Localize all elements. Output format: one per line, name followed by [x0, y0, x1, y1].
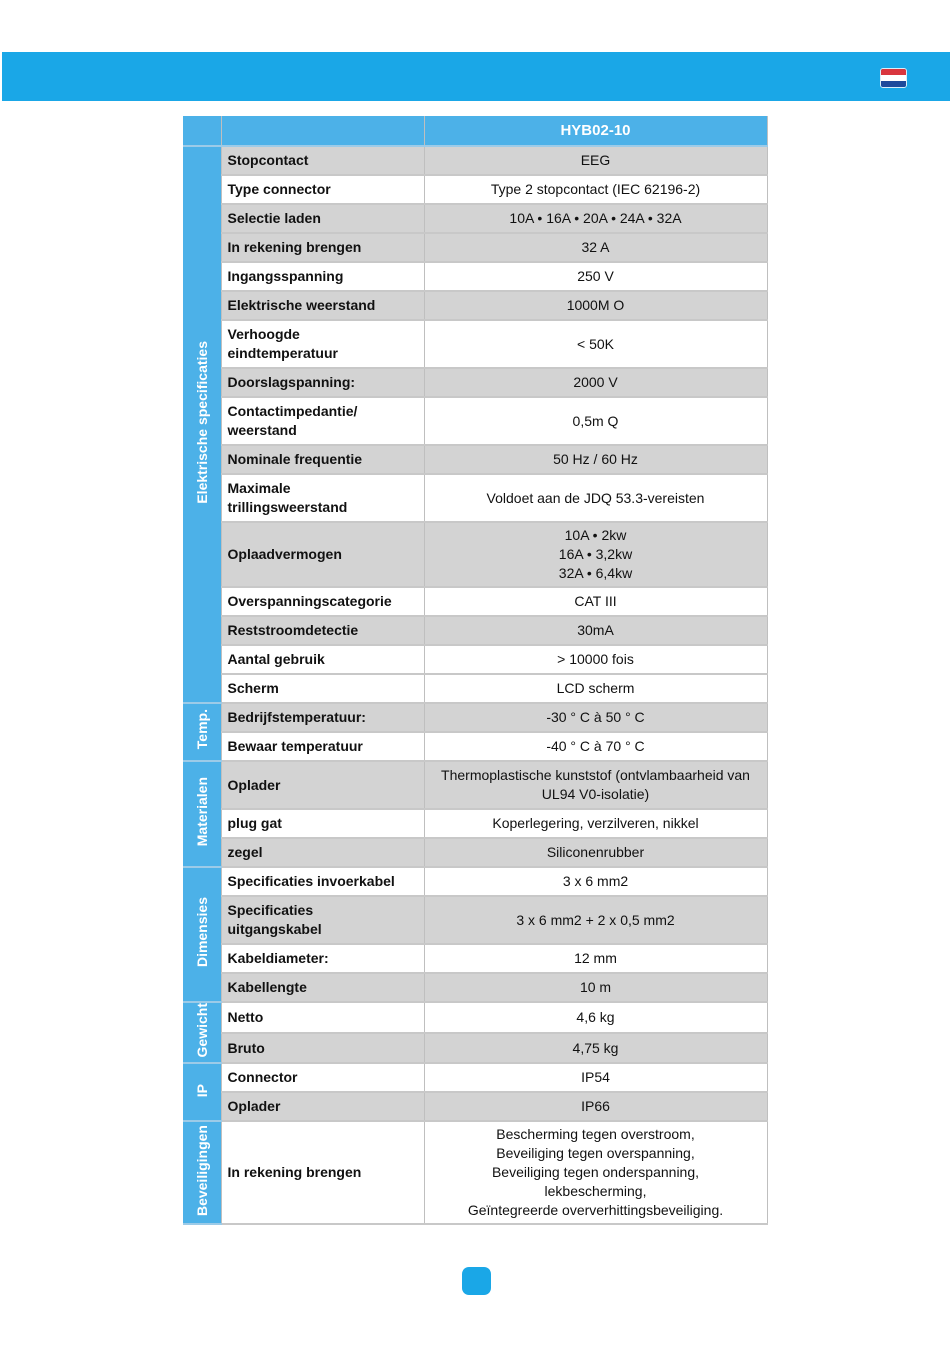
row-value: IP54 [424, 1063, 767, 1092]
row-label: Oplaadvermogen [221, 522, 424, 587]
row-value: 10 m [424, 973, 767, 1002]
row-value: -30 ° C à 50 ° C [424, 703, 767, 732]
row-value: 10A • 16A • 20A • 24A • 32A [424, 204, 767, 233]
row-label: Nominale frequentie [221, 445, 424, 474]
table-row [183, 809, 767, 838]
row-label: In rekening brengen [221, 1121, 424, 1224]
row-value: 4,75 kg [424, 1033, 767, 1064]
row-value: 3 x 6 mm2 [424, 867, 767, 896]
row-label: Ingangsspanning [221, 262, 424, 291]
row-label: Maximale trillingsweerstand [221, 474, 424, 522]
header-corner-cell [183, 116, 221, 146]
row-label: Elektrische weerstand [221, 291, 424, 320]
section-label-protections: Beveiligingen [183, 1121, 221, 1224]
row-value: 10A • 2kw 16A • 3,2kw 32A • 6,4kw [424, 522, 767, 587]
header-bar [2, 52, 950, 101]
table-row [183, 262, 767, 291]
row-label: Oplader [221, 1092, 424, 1121]
row-label: Oplader [221, 761, 424, 809]
row-label: Contactimpedantie/ weerstand [221, 397, 424, 445]
row-value: LCD scherm [424, 674, 767, 703]
table-row [183, 291, 767, 320]
row-label: Specificaties invoerkabel [221, 867, 424, 896]
header-label-cell [221, 116, 424, 146]
table-row [183, 645, 767, 674]
table-row [183, 397, 767, 445]
row-label: In rekening brengen [221, 233, 424, 262]
table-row [183, 1033, 767, 1064]
table-row [183, 587, 767, 616]
row-value: 30mA [424, 616, 767, 645]
netherlands-flag-icon [880, 68, 907, 88]
table-row [183, 944, 767, 973]
row-value: Type 2 stopcontact (IEC 62196-2) [424, 175, 767, 204]
model-name: HYB02-10 [424, 116, 767, 146]
table-row [183, 761, 767, 809]
row-value: 3 x 6 mm2 + 2 x 0,5 mm2 [424, 896, 767, 944]
row-value: Siliconenrubber [424, 838, 767, 867]
row-label: plug gat [221, 809, 424, 838]
row-value: Bescherming tegen overstroom, Beveiliging tegen overspanning, Beveiliging tegen onderspanning, lekbescherming, Geïntegreerde oververhittingsbeveiliging. [424, 1121, 767, 1224]
row-value: 50 Hz / 60 Hz [424, 445, 767, 474]
row-label: Connector [221, 1063, 424, 1092]
row-label: Aantal gebruik [221, 645, 424, 674]
row-label: Bewaar temperatuur [221, 732, 424, 761]
table-row [183, 1092, 767, 1121]
row-label: Bruto [221, 1033, 424, 1064]
row-label: Scherm [221, 674, 424, 703]
row-label: zegel [221, 838, 424, 867]
row-value: 0,5m Q [424, 397, 767, 445]
row-value: Voldoet aan de JDQ 53.3-vereisten [424, 474, 767, 522]
table-row [183, 320, 767, 368]
row-value: 32 A [424, 233, 767, 262]
table-row [183, 616, 767, 645]
row-value: 2000 V [424, 368, 767, 397]
row-label: Bedrijfstemperatuur: [221, 703, 424, 732]
row-label: Selectie laden [221, 204, 424, 233]
table-row [183, 233, 767, 262]
row-value: > 10000 fois [424, 645, 767, 674]
section-label-weight: Gewicht [183, 1002, 221, 1063]
table-row [183, 1063, 767, 1092]
row-value: CAT III [424, 587, 767, 616]
row-value: 4,6 kg [424, 1002, 767, 1033]
row-label: Stopcontact [221, 146, 424, 175]
row-label: Verhoogde eindtemperatuur [221, 320, 424, 368]
row-label: Type connector [221, 175, 424, 204]
section-label-materials: Materialen [183, 761, 221, 867]
table-row [183, 522, 767, 587]
row-value: IP66 [424, 1092, 767, 1121]
row-value: 250 V [424, 262, 767, 291]
table-row [183, 146, 767, 175]
table-row [183, 973, 767, 1002]
row-label: Reststroomdetectie [221, 616, 424, 645]
section-label-ip: IP [183, 1063, 221, 1121]
row-label: Specificaties uitgangskabel [221, 896, 424, 944]
table-row [183, 732, 767, 761]
table-row [183, 703, 767, 732]
table-row [183, 474, 767, 522]
row-value: Koperlegering, verzilveren, nikkel [424, 809, 767, 838]
section-label-dimensions: Dimensies [183, 867, 221, 1002]
table-row [183, 175, 767, 204]
page-indicator [462, 1267, 491, 1295]
table-row [183, 368, 767, 397]
row-value: 12 mm [424, 944, 767, 973]
row-value: -40 ° C à 70 ° C [424, 732, 767, 761]
table-row [183, 204, 767, 233]
row-label: Overspanningscategorie [221, 587, 424, 616]
table-row [183, 1002, 767, 1033]
section-label-electrical: Elektrische specificaties [183, 146, 221, 703]
row-label: Netto [221, 1002, 424, 1033]
table-row [183, 445, 767, 474]
row-value: 1000M O [424, 291, 767, 320]
row-value: Thermoplastische kunststof (ontvlambaarheid van UL94 V0-isolatie) [424, 761, 767, 809]
row-value: EEG [424, 146, 767, 175]
table-row [183, 1121, 767, 1224]
row-label: Doorslagspanning: [221, 368, 424, 397]
spec-table [183, 116, 768, 1225]
row-label: Kabellengte [221, 973, 424, 1002]
section-label-temp: Temp. [183, 703, 221, 761]
table-row [183, 867, 767, 896]
table-row [183, 896, 767, 944]
row-value: < 50K [424, 320, 767, 368]
row-label: Kabeldiameter: [221, 944, 424, 973]
table-header-row [183, 116, 767, 146]
table-row [183, 674, 767, 703]
table-row [183, 838, 767, 867]
